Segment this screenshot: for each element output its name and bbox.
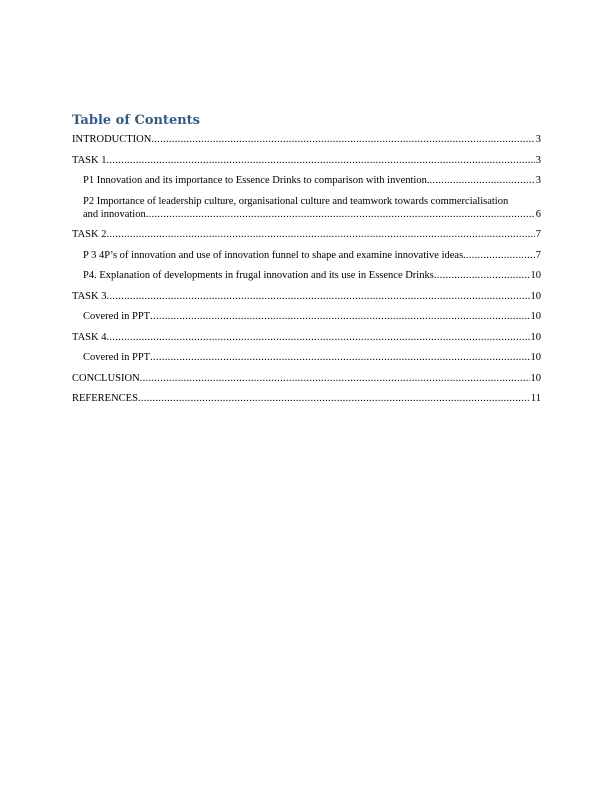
toc-entry-task-1[interactable] bbox=[72, 154, 541, 167]
table-of-contents bbox=[72, 133, 541, 413]
toc-entry-label: TASK 1 bbox=[72, 154, 107, 166]
toc-title: Table of Contents bbox=[72, 113, 200, 128]
toc-entry-label: CONCLUSION bbox=[72, 372, 140, 384]
toc-entry-label: P1 Innovation and its importance to Essence Drinks to comparison with invention. bbox=[83, 175, 430, 186]
toc-entry-introduction[interactable] bbox=[72, 133, 541, 146]
toc-entry-references[interactable] bbox=[72, 392, 541, 405]
toc-entry-page: 10 bbox=[530, 372, 541, 384]
toc-entry-label: REFERENCES bbox=[72, 393, 138, 404]
dot-leader bbox=[140, 372, 530, 385]
toc-entry-page: 10 bbox=[530, 290, 541, 302]
toc-entry-task-4[interactable] bbox=[72, 331, 541, 344]
toc-entry-p2[interactable] bbox=[72, 195, 541, 221]
toc-entry-page: 7 bbox=[535, 249, 541, 261]
toc-entry-label: TASK 3 bbox=[72, 290, 107, 302]
toc-entry-task-3-ppt[interactable] bbox=[72, 310, 541, 323]
toc-entry-page: 3 bbox=[535, 175, 541, 186]
toc-entry-page: 3 bbox=[535, 134, 541, 145]
toc-entry-task-2[interactable] bbox=[72, 228, 541, 241]
toc-entry-label: P 3 4P’s of innovation and use of innovation funnel to shape and examine innovative ideas. bbox=[83, 249, 466, 261]
dot-leader bbox=[106, 154, 534, 167]
dot-leader bbox=[429, 174, 534, 187]
dot-leader bbox=[106, 331, 529, 344]
toc-entry-line2 bbox=[83, 208, 541, 221]
dot-leader bbox=[146, 208, 535, 221]
toc-entry-label: TASK 4 bbox=[72, 331, 107, 343]
toc-entry-page: 11 bbox=[530, 393, 541, 404]
toc-entry-label-line2: and innovation bbox=[83, 208, 146, 220]
dot-leader bbox=[106, 228, 534, 241]
toc-entry-p1[interactable] bbox=[72, 174, 541, 187]
dot-leader bbox=[151, 133, 534, 146]
toc-entry-page: 10 bbox=[530, 270, 541, 281]
toc-entry-task-4-ppt[interactable] bbox=[72, 351, 541, 364]
dot-leader bbox=[138, 392, 530, 405]
dot-leader bbox=[150, 310, 529, 323]
dot-leader bbox=[466, 249, 535, 262]
toc-entry-label: TASK 2 bbox=[72, 229, 107, 240]
toc-entry-task-3[interactable] bbox=[72, 290, 541, 303]
dot-leader bbox=[106, 290, 529, 303]
toc-entry-label-line1: P2 Importance of leadership culture, organisational culture and teamwork towards commercialisation bbox=[83, 195, 509, 207]
toc-entry-p3[interactable] bbox=[72, 249, 541, 262]
toc-entry-label: Covered in PPT bbox=[83, 352, 151, 363]
dot-leader bbox=[434, 269, 530, 282]
toc-entry-p4[interactable] bbox=[72, 269, 541, 282]
toc-entry-label: INTRODUCTION bbox=[72, 134, 152, 145]
toc-entry-page: 10 bbox=[530, 331, 541, 343]
toc-entry-label: P4. Explanation of developments in frugal innovation and its use in Essence Drinks bbox=[83, 270, 434, 281]
toc-entry-page: 6 bbox=[535, 208, 541, 220]
toc-entry-page: 10 bbox=[530, 311, 541, 322]
toc-entry-page: 3 bbox=[535, 154, 541, 166]
toc-entry-page: 10 bbox=[530, 352, 541, 363]
dot-leader bbox=[150, 351, 529, 364]
toc-entry-conclusion[interactable] bbox=[72, 372, 541, 385]
toc-entry-label: Covered in PPT bbox=[83, 311, 151, 322]
toc-entry-page: 7 bbox=[535, 229, 541, 240]
